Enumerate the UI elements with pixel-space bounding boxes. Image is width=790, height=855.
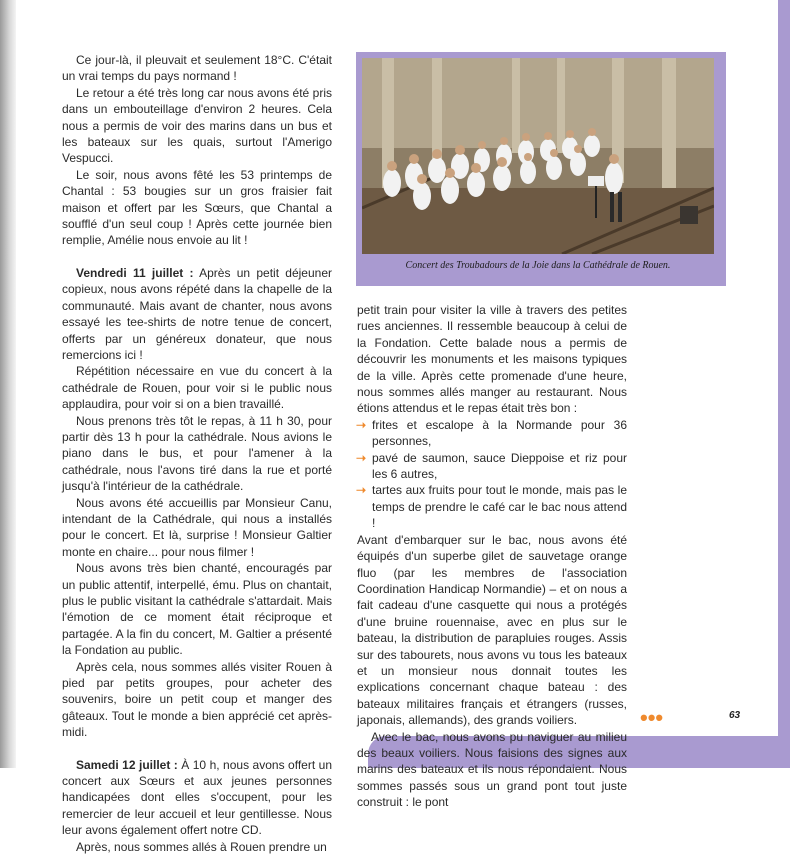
menu-item: ➝ tartes aux fruits pour tout le monde, mais pas le temps de prendre le café car le bac nous attend !	[356, 483, 627, 531]
right-column	[357, 302, 627, 811]
paragraph: Nous avons très bien chanté, encouragés par un public attentif, interpellé, ému. Plus on chantait, plus le public visitant la cathédrale s'attardait. Mais l'émotion de ce moment était réciproque et partagée. A la fin du concert, M. Galtier a présenté la Fondation au public.	[62, 561, 332, 658]
arrow-icon: ➝	[356, 483, 367, 498]
paragraph-friday	[62, 265, 332, 363]
page-number: 63	[729, 710, 741, 721]
paragraph: Ce jour-là, il pleuvait et seulement 18°C. C'était un vrai temps du pays normand !	[62, 53, 332, 84]
paragraph-text: Après un petit déjeuner copieux, nous avons répété dans la chapelle de la communauté. Mais avant de chanter, nous avons essayé les tee-shirts de notre tenue de concert, offerts par un généreux donateur, que nous remercions ici !	[62, 265, 333, 362]
book-spine-shadow	[0, 0, 16, 768]
paragraph: Avant d'embarquer sur le bac, nous avons été équipés d'un superbe gilet de sauvetage orange fluo (par les membres de l'association Coordination Handicap Normandie) – et on nous a fait cadeau d'une casquette qui nous a protégés d'une bruine rouennaise, avec en plus sur le bateau, la distribution de parapluies rouges. Assis sur des tabourets, nous avons vu tous les bateaux et un monsieur nous donnait toutes les explications concernant chaque bateau : des bateaux militaires français et étrangers (russes, japonais, allemands), des grands voiliers.	[357, 532, 627, 728]
paragraph: Nous prenons très tôt le repas, à 11 h 30, pour partir dès 13 h pour la cathédrale. Nous avions le piano dans le bus, et pour l'amener à la cathédrale, nous l'avons tiré dans la rue et porté jusqu'à l'intérieur de la cathédrale.	[62, 413, 332, 494]
arrow-icon: ➝	[356, 450, 367, 465]
paragraph: Le retour a été très long car nous avons été pris dans un embouteillage d'environ 2 heures. Cela nous a permis de voir des marins dans un bus et les bateaux sur les quais, surtout l'Amerigo Vespucci.	[62, 85, 332, 166]
paragraph: petit train pour visiter la ville à travers des petites rues anciennes. Il ressemble beaucoup à celui de la Fondation. Cette balade nous a permis de découvrir les monuments et les maisons typiques de la ville. Après cette promenade d'une heure, nous sommes allés manger au restaurant. Nous étions attendus et le repas était très bon :	[357, 303, 627, 416]
paragraph-text: À 10 h, nous avons offert un concert aux Sœurs et aux jeunes personnes handicapées dont elles s'occupent, pour les remercier de leur accueil et leur gentillesse. Nous leur avons également offert notre CD.	[62, 757, 332, 838]
paragraph: Nous avons été accueillis par Monsieur Canu, intendant de la Cathédrale, qui nous a installés pour le concert. Et là, surprise ! Monsieur Galtier monte en chaire... pour nous filmer !	[62, 495, 332, 559]
paragraph-saturday	[62, 757, 332, 839]
arrow-icon: ➝	[356, 417, 367, 432]
menu-item: ➝ pavé de saumon, sauce Dieppoise et riz pour les 6 autres,	[356, 450, 627, 482]
paragraph: Après cela, nous sommes allés visiter Rouen à pied par petits groupes, pour acheter des souvenirs, boire un petit coup et manger des gâteaux. Tout le monde a bien apprécié cet après-midi.	[62, 659, 332, 740]
left-column	[62, 52, 332, 855]
paragraph: Le soir, nous avons fêté les 53 printemps de Chantal : 53 bougies sur un gros fraisier fait maison et offert par les Sœurs, que Chantal a soufflé d'un seul coup ! Après cette journée bien remplie, Amélie nous envoie au lit !	[62, 167, 332, 248]
paragraph: Répétition nécessaire en vue du concert à la cathédrale de Rouen, pour voir si le public nous applaudira, pour voir si on a bien travaillé.	[62, 364, 332, 412]
cathedral-concert-photo	[362, 58, 714, 254]
paragraph: Après, nous sommes allés à Rouen prendre un	[76, 839, 327, 854]
menu-item: ➝ frites et escalope à la Normande pour 36 personnes,	[356, 417, 627, 449]
photo-caption: Concert des Troubadours de la Joie dans la Cathédrale de Rouen.	[405, 260, 671, 271]
page-edge-band	[778, 0, 790, 768]
day-heading-saturday: Samedi 12 juillet :	[76, 757, 178, 772]
paragraph: Avec le bac, nous avons pu naviguer au milieu des beaux voiliers. Nous faisions des signes aux marins des bateaux et ils nous répondaient. Nous sommes passés sous un grand pont tout juste construit : le pont	[357, 729, 627, 810]
ornament-dots-icon: •••	[640, 705, 664, 730]
day-heading-friday: Vendredi 11 juillet :	[76, 265, 194, 280]
